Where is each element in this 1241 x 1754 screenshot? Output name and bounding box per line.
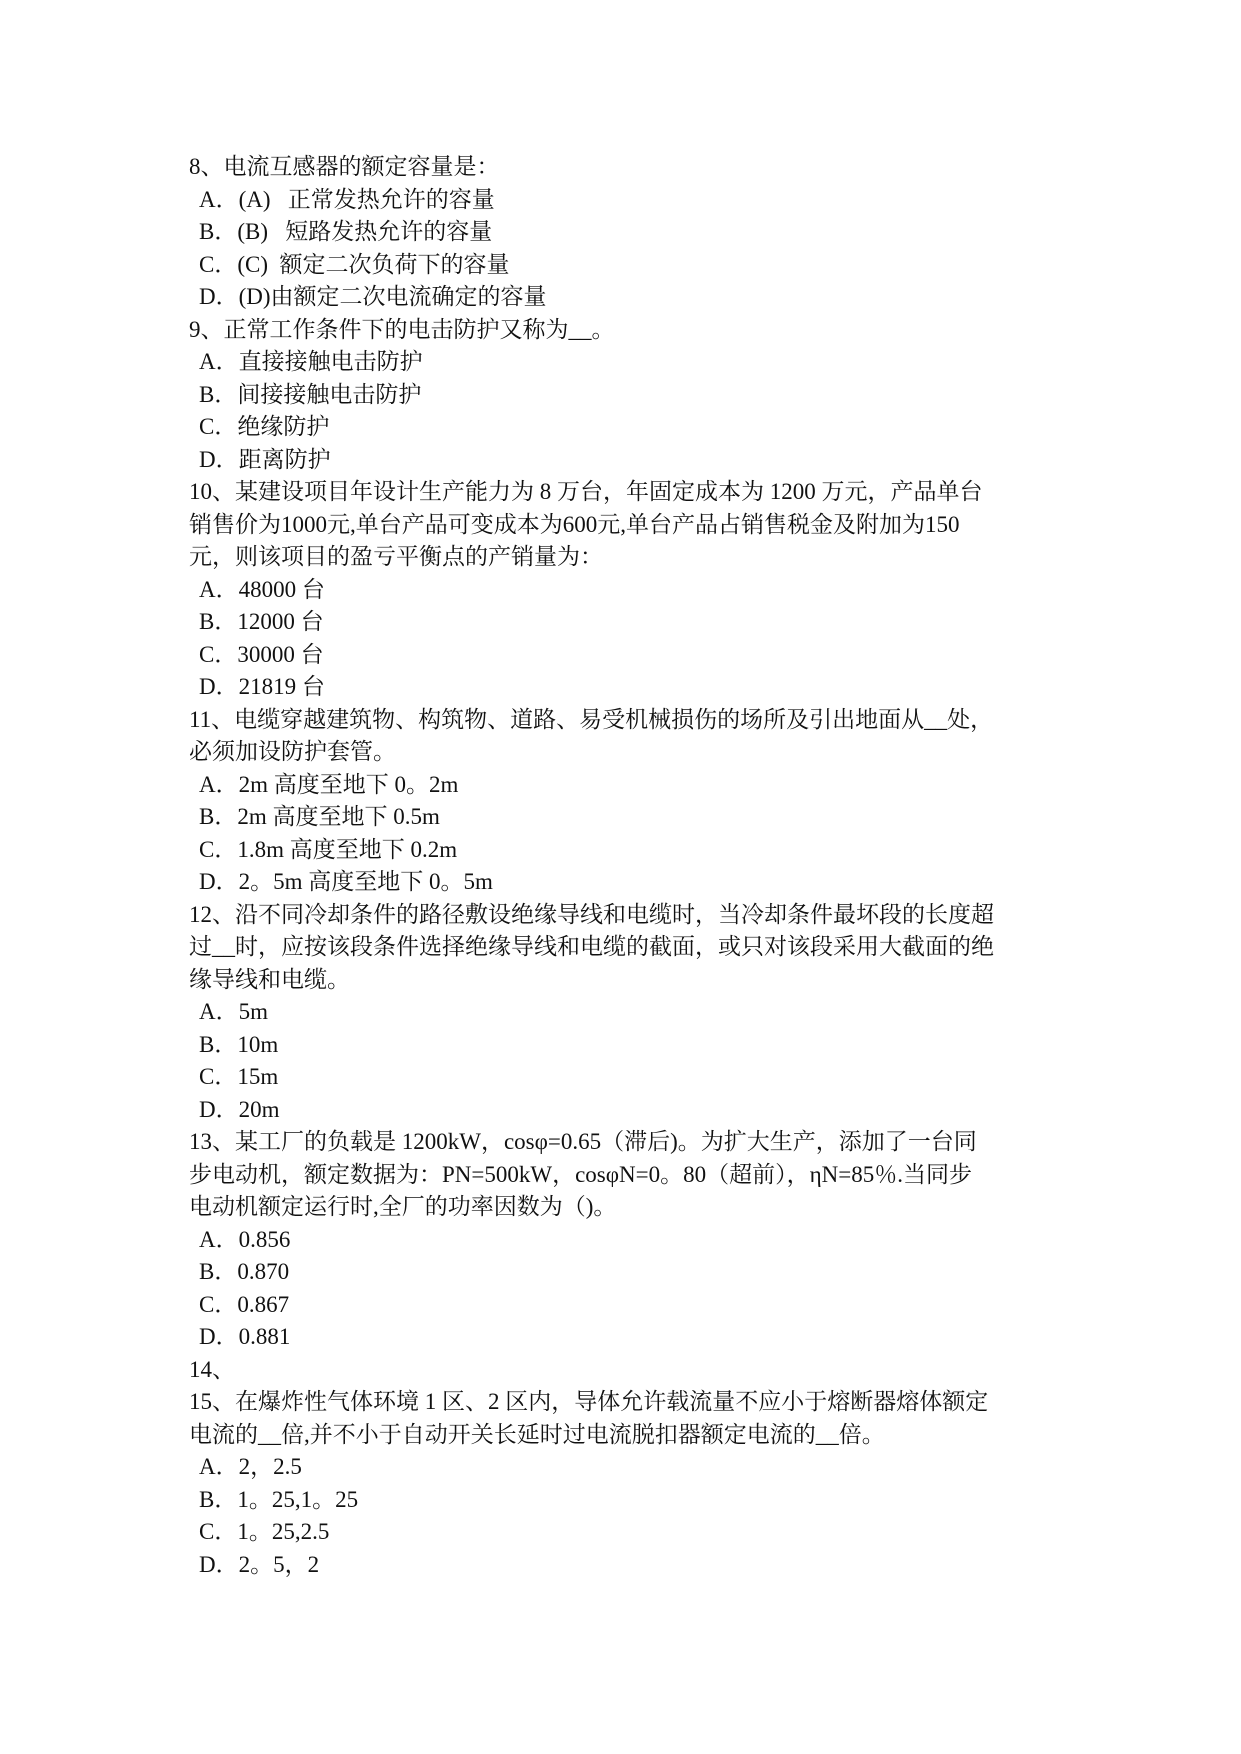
answer-option-line: C．(C) 额定二次负荷下的容量	[199, 251, 510, 277]
answer-option-line: D．21819 台	[199, 674, 325, 699]
answer-option-line: B．1。25,1。25	[199, 1486, 359, 1512]
answer-option-line: B．2m 高度至地下 0.5m	[199, 804, 440, 829]
question-text-line: 13、某工厂的负载是 1200kW，cosφ=0.65（滞后)。为扩大生产，添加了一台同	[189, 1129, 977, 1154]
answer-option-line: D．20m	[199, 1096, 280, 1122]
answer-option-line: A．48000 台	[199, 576, 325, 602]
question-text-line: 电动机额定运行时,全厂的功率因数为（)。	[189, 1194, 617, 1219]
answer-option-line: B．12000 台	[199, 609, 324, 634]
answer-option-line: A．2，2.5	[199, 1454, 302, 1479]
answer-option-line: C．15m	[199, 1064, 279, 1089]
answer-option-line: B．间接接触电击防护	[199, 381, 422, 407]
question-text-line: 缘导线和电缆。	[189, 966, 350, 992]
answer-option-line: C．30000 台	[199, 641, 324, 667]
question-text-line: 销售价为1000元,单台产品可变成本为600元,单台产品占销售税金及附加为150	[189, 511, 960, 537]
answer-option-line: C．0.867	[199, 1291, 290, 1317]
document-body	[189, 151, 1069, 1581]
answer-option-line: D．距离防护	[199, 446, 331, 472]
answer-option-line: A．5m	[199, 999, 268, 1024]
answer-option-line: D．0.881	[199, 1324, 291, 1349]
answer-option-line: A．(A) 正常发热允许的容量	[199, 186, 495, 212]
question-text-line: 12、沿不同冷却条件的路径敷设绝缘导线和电缆时，当冷却条件最坏段的长度超	[189, 901, 994, 927]
question-text-line: 11、电缆穿越建筑物、构筑物、道路、易受机械损伤的场所及引出地面从__处，	[189, 706, 994, 732]
question-text-line: 步电动机，额定数据为：PN=500kW，cosφN=0。80（超前），ηN=85％.当同步	[189, 1161, 972, 1187]
answer-option-line: D．2。5m 高度至地下 0。5m	[199, 869, 493, 894]
answer-option-line: D．2。5，2	[199, 1551, 320, 1577]
question-text-line: 8、电流互感器的额定容量是：	[189, 154, 500, 179]
answer-option-line: A．直接接触电击防护	[199, 349, 423, 374]
question-text-line: 15、在爆炸性气体环境 1 区、2 区内，导体允许载流量不应小于熔断器熔体额定	[189, 1389, 989, 1414]
question-text-line: 必须加设防护套管。	[189, 739, 396, 764]
answer-option-line: A．2m 高度至地下 0。2m	[199, 771, 459, 797]
question-text-line: 过__时，应按该段条件选择绝缘导线和电缆的截面，或只对该段采用大截面的绝	[189, 934, 994, 959]
answer-option-line: A．0.856	[199, 1226, 291, 1252]
answer-option-line: C．1。25,2.5	[199, 1519, 330, 1544]
answer-option-line: D．(D)由额定二次电流确定的容量	[199, 284, 547, 309]
question-text-line: 9、正常工作条件下的电击防护又称为__。	[189, 316, 615, 342]
answer-option-line: B．(B) 短路发热允许的容量	[199, 219, 493, 244]
question-text-line: 10、某建设项目年设计生产能力为 8 万台，年固定成本为 1200 万元，产品单台	[189, 479, 983, 504]
answer-option-line: C．1.8m 高度至地下 0.2m	[199, 836, 458, 862]
question-text-line: 14、	[189, 1356, 235, 1382]
answer-option-line: B．10m	[199, 1031, 279, 1057]
question-text-line: 元，则该项目的盈亏平衡点的产销量为：	[189, 544, 603, 569]
question-text-line: 电流的__倍,并不小于自动开关长延时过电流脱扣器额定电流的__倍。	[189, 1421, 885, 1447]
answer-option-line: B．0.870	[199, 1259, 290, 1284]
answer-option-line: C．绝缘防护	[199, 414, 330, 439]
